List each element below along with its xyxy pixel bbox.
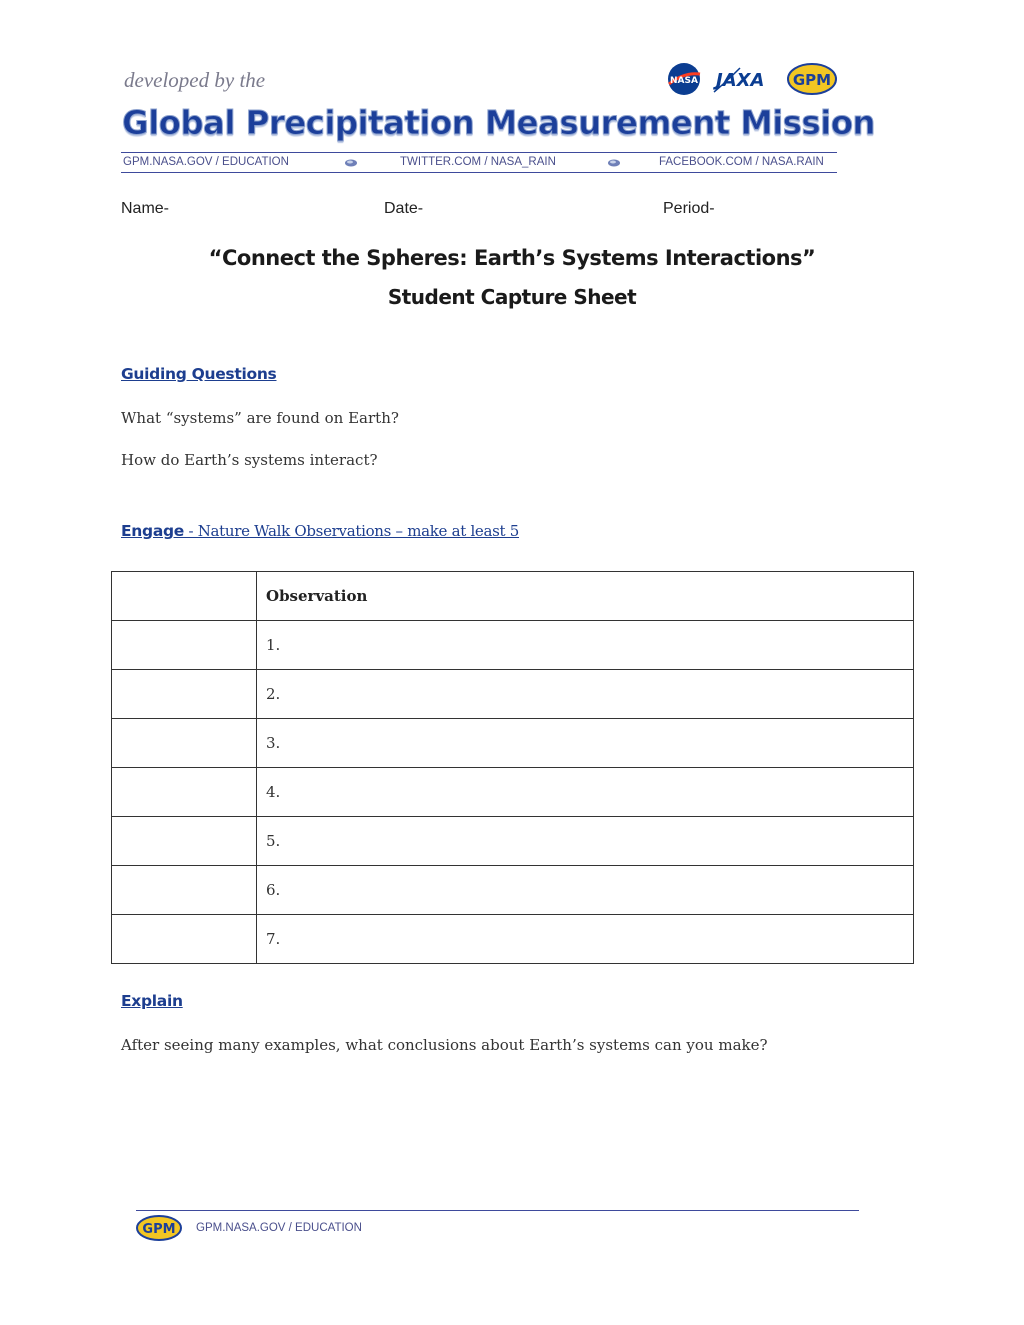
table-row bbox=[112, 768, 914, 817]
observation-number[interactable]: 6. bbox=[257, 866, 914, 915]
table-cell-blank[interactable] bbox=[112, 768, 257, 817]
header-divider-bottom bbox=[121, 172, 837, 173]
jaxa-logo bbox=[713, 68, 764, 92]
table-cell-blank[interactable] bbox=[112, 621, 257, 670]
table-cell-blank[interactable] bbox=[112, 866, 257, 915]
observation-number[interactable]: 4. bbox=[257, 768, 914, 817]
raindrop-icon bbox=[608, 159, 620, 167]
nasa-logo bbox=[668, 63, 700, 95]
page-subtitle: Student Capture Sheet bbox=[387, 285, 637, 309]
table-header-row bbox=[112, 572, 914, 621]
table-row bbox=[112, 621, 914, 670]
guiding-question-2: How do Earth’s systems interact? bbox=[121, 451, 378, 469]
observation-number[interactable]: 2. bbox=[257, 670, 914, 719]
observation-number[interactable]: 5. bbox=[257, 817, 914, 866]
gpm-logo bbox=[788, 64, 836, 94]
table-row bbox=[112, 719, 914, 768]
table-cell-blank[interactable] bbox=[112, 572, 257, 621]
guiding-questions-heading: Guiding Questions bbox=[121, 365, 277, 383]
observation-header: Observation bbox=[257, 572, 914, 621]
partner-logos bbox=[666, 62, 838, 98]
education-link[interactable]: GPM.NASA.GOV / EDUCATION bbox=[123, 156, 289, 168]
mission-title: Global Precipitation Measurement Mission bbox=[122, 104, 875, 142]
table-row bbox=[112, 915, 914, 964]
period-label: Period- bbox=[663, 200, 715, 217]
table-cell-blank[interactable] bbox=[112, 915, 257, 964]
table-cell-blank[interactable] bbox=[112, 719, 257, 768]
observation-number[interactable]: 1. bbox=[257, 621, 914, 670]
svg-text:JAXA: JAXA bbox=[716, 70, 765, 91]
date-label: Date- bbox=[384, 200, 424, 217]
explain-heading: Explain bbox=[121, 992, 183, 1010]
engage-heading: Engage bbox=[121, 522, 184, 540]
developed-by-text: developed by the bbox=[124, 68, 266, 92]
twitter-link[interactable]: TWITTER.COM / NASA_RAIN bbox=[400, 156, 556, 168]
observation-number[interactable]: 3. bbox=[257, 719, 914, 768]
footer-divider bbox=[136, 1210, 859, 1211]
table-cell-blank[interactable] bbox=[112, 817, 257, 866]
observation-number[interactable]: 7. bbox=[257, 915, 914, 964]
engage-description: - Nature Walk Observations – make at least 5 bbox=[184, 522, 519, 540]
gpm-footer-logo bbox=[136, 1215, 182, 1241]
table-row bbox=[112, 866, 914, 915]
table-row bbox=[112, 817, 914, 866]
page-title: “Connect the Spheres: Earth’s Systems Interactions” bbox=[208, 246, 816, 270]
header-links bbox=[121, 156, 837, 172]
explain-question: After seeing many examples, what conclusions about Earth’s systems can you make? bbox=[121, 1036, 768, 1054]
raindrop-icon bbox=[345, 159, 357, 167]
header-divider-top bbox=[121, 152, 837, 153]
table-cell-blank[interactable] bbox=[112, 670, 257, 719]
svg-text:GPM: GPM bbox=[792, 71, 832, 89]
guiding-question-1: What “systems” are found on Earth? bbox=[121, 409, 399, 427]
svg-text:NASA: NASA bbox=[670, 76, 698, 86]
table-row bbox=[112, 670, 914, 719]
footer-education-link[interactable]: GPM.NASA.GOV / EDUCATION bbox=[196, 1222, 362, 1234]
name-label: Name- bbox=[121, 200, 170, 217]
engage-section bbox=[121, 522, 519, 540]
observation-table bbox=[111, 571, 914, 964]
svg-text:GPM: GPM bbox=[142, 1222, 176, 1237]
facebook-link[interactable]: FACEBOOK.COM / NASA.RAIN bbox=[659, 156, 824, 168]
